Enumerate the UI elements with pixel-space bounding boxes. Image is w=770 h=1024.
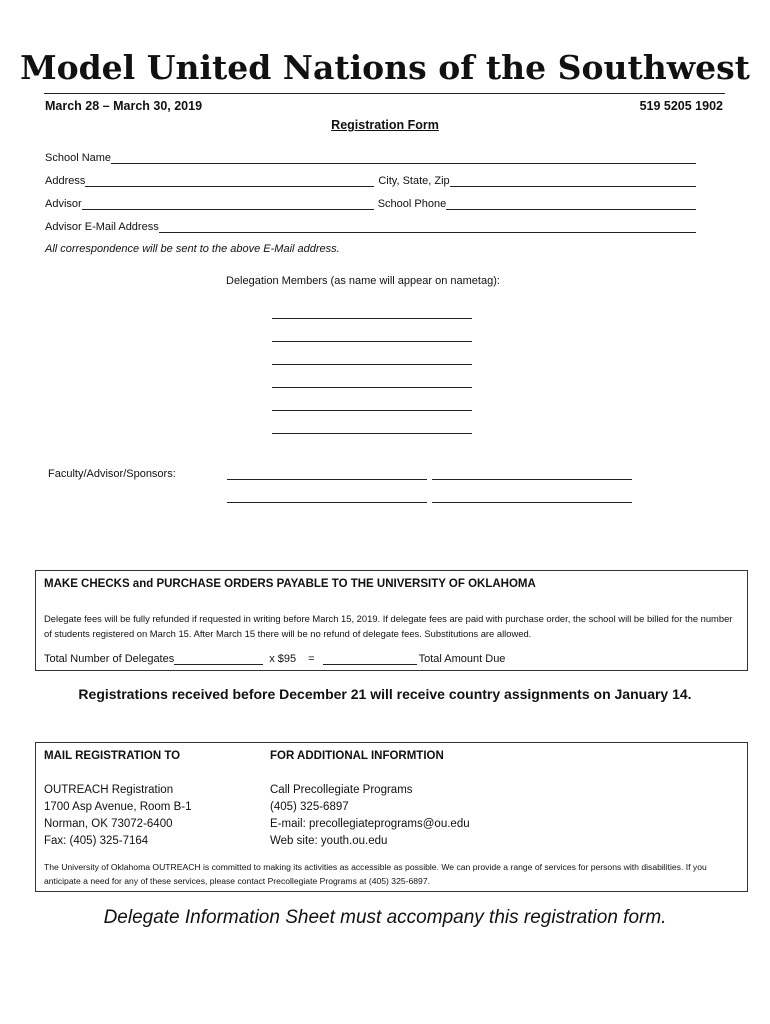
school-name-row <box>45 152 696 164</box>
advisor-label: Advisor <box>45 198 82 210</box>
info-line: (405) 325-6897 <box>270 801 349 813</box>
mail-registration-heading: MAIL REGISTRATION TO <box>44 750 181 762</box>
equals-sign: = <box>308 653 315 665</box>
info-line: E-mail: precollegiateprograms@ou.edu <box>270 818 470 830</box>
additional-info <box>270 782 470 850</box>
refund-policy-text: Delegate fees will be fully refunded if requested in writing before March 15, 2019. If delegate fees are paid with purchase order, the school will be billed for the number of students registered on March 15. After March 15 there will be no refund of delegate fees. Substitutions are allowed. <box>44 613 733 639</box>
school-name-field[interactable] <box>111 152 696 164</box>
info-line: Call Precollegiate Programs <box>270 784 413 796</box>
delegate-name-line[interactable] <box>272 410 472 411</box>
sponsor-name-line[interactable] <box>432 502 632 503</box>
delegate-name-line[interactable] <box>272 387 472 388</box>
assignment-deadline: Registrations received before December 21 will receive country assignments on January 14. <box>78 686 692 702</box>
payment-heading: MAKE CHECKS and PURCHASE ORDERS PAYABLE TO THE UNIVERSITY OF OKLAHOMA <box>44 578 536 590</box>
contact-phone: 519 5205 1902 <box>639 99 723 113</box>
total-amount-label: Total Amount Due <box>418 653 506 665</box>
title-divider <box>44 93 725 94</box>
advisor-email-label: Advisor E-Mail Address <box>45 221 159 233</box>
advisor-email-field[interactable] <box>159 221 696 233</box>
delegate-name-line[interactable] <box>272 433 472 434</box>
sponsor-name-line[interactable] <box>432 479 632 480</box>
sponsor-name-line[interactable] <box>227 502 427 503</box>
mailing-address <box>44 782 191 850</box>
school-name-label: School Name <box>45 152 112 164</box>
footer-note: Delegate Information Sheet must accompany this registration form. <box>103 907 667 928</box>
mail-line: OUTREACH Registration <box>44 784 174 796</box>
faculty-sponsors-label: Faculty/Advisor/Sponsors: <box>48 468 176 480</box>
accessibility-statement: The University of Oklahoma OUTREACH is committed to making its activities as accessible as possible. We can provide a range of services for persons with disabilities. If you anticipate a need for any of these services, please contact Precollegiate Programs at (405) 325-6897. <box>44 862 707 886</box>
page-title: Model United Nations of the Southwest <box>20 48 750 87</box>
advisor-row <box>45 198 696 210</box>
advisor-field[interactable] <box>82 198 374 210</box>
total-amount-field[interactable] <box>323 653 417 665</box>
form-title: Registration Form <box>331 118 439 132</box>
correspondence-note: All correspondence will be sent to the above E-Mail address. <box>45 243 340 255</box>
mail-line: Norman, OK 73072-6400 <box>44 818 173 830</box>
mail-line: 1700 Asp Avenue, Room B-1 <box>44 801 192 813</box>
address-label: Address <box>45 175 86 187</box>
address-row <box>45 175 696 187</box>
delegation-members-label: Delegation Members (as name will appear on nametag): <box>226 275 500 287</box>
delegate-name-line[interactable] <box>272 364 472 365</box>
total-delegates-label: Total Number of Delegates <box>44 653 175 665</box>
school-phone-field[interactable] <box>446 198 696 210</box>
total-row <box>44 653 505 665</box>
event-dates: March 28 – March 30, 2019 <box>45 99 203 113</box>
mail-line: Fax: (405) 325-7164 <box>44 835 149 847</box>
school-phone-label: School Phone <box>377 198 447 210</box>
advisor-email-row <box>45 221 696 233</box>
total-delegates-field[interactable] <box>174 653 263 665</box>
delegate-name-line[interactable] <box>272 318 472 319</box>
fee-per-delegate: x $95 <box>269 653 297 665</box>
address-field[interactable] <box>85 175 374 187</box>
city-state-zip-label: City, State, Zip <box>378 175 450 187</box>
sponsor-name-line[interactable] <box>227 479 427 480</box>
delegate-name-line[interactable] <box>272 341 472 342</box>
info-line: Web site: youth.ou.edu <box>270 835 388 847</box>
city-state-zip-field[interactable] <box>450 175 696 187</box>
additional-info-heading: FOR ADDITIONAL INFORMTION <box>270 750 444 762</box>
